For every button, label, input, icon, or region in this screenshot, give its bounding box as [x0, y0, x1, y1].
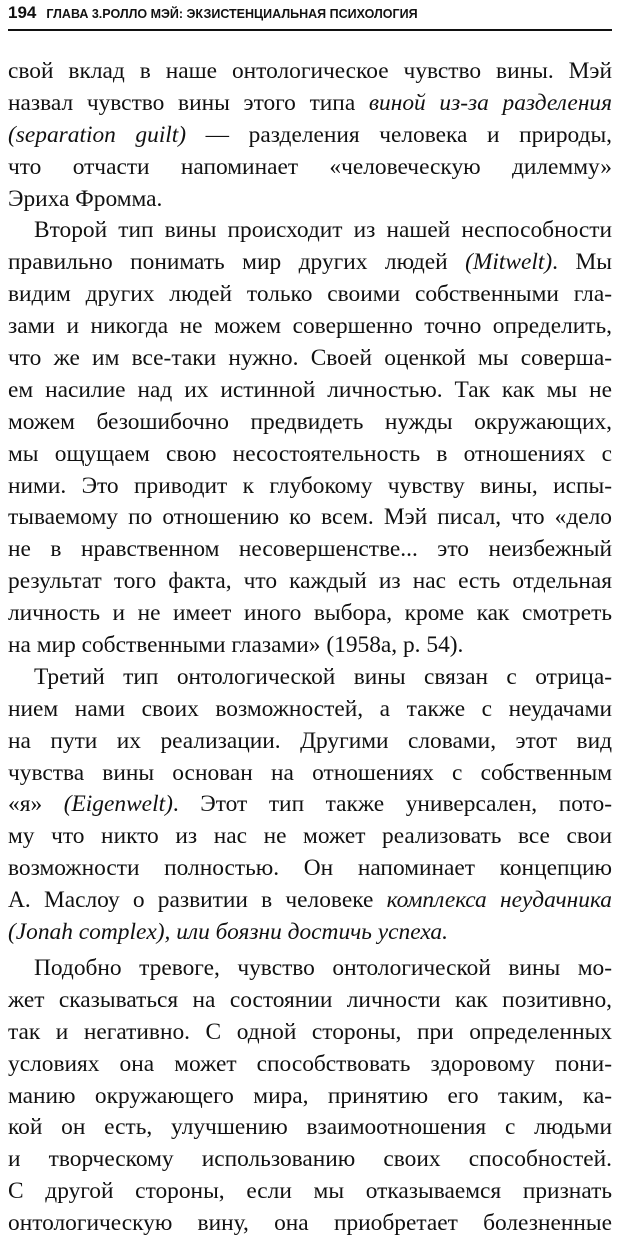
text-line: (separation guilt) — разделения человека и природы,: [8, 121, 613, 148]
paragraph: [8, 953, 612, 1240]
text-line: на мир собственными глазами» (1958а, р. 54).: [8, 632, 464, 659]
text-line: Эриха Фромма.: [8, 185, 163, 212]
text-line: назвал чувство вины этого типа виной из-за разделения: [8, 89, 612, 116]
paragraph: [8, 662, 612, 949]
text-line: чувства вины основан на отношениях с собственным: [8, 759, 612, 786]
text-line: (Jonah complex), или боязни достичь успеха.: [8, 919, 448, 946]
text-line: и творческому использованию своих способностей.: [8, 1146, 612, 1173]
header-rule: [8, 29, 612, 31]
text-line: ем насилие над их истинной личностью. Так как мы не: [8, 376, 612, 403]
text-line: что отчасти напоминает «человеческую дилемму»: [8, 153, 612, 180]
text-line: Подобно тревоге, чувство онтологической вины мо-: [34, 954, 612, 981]
text-line: так и негативно. С одной стороны, при определенных: [8, 1018, 612, 1045]
text-line: жет сказываться на состоянии личности как позитивно,: [8, 986, 612, 1013]
text-line: Третий тип онтологической вины связан с отрица-: [34, 663, 612, 690]
text-line: личность и не имеет иного выбора, кроме как смотреть: [8, 600, 612, 627]
running-header: [8, 3, 612, 29]
text-line: «я» (Eigenwelt). Этот тип также универсален, пото-: [8, 791, 612, 818]
text-line: видим других людей только своими собственными гла-: [8, 281, 612, 308]
running-title: ГЛАВА 3.РОЛЛО МЭЙ: ЭКЗИСТЕНЦИАЛЬНАЯ ПСИХОЛОГИЯ: [46, 7, 418, 21]
text-line: на пути их реализации. Другими словами, этот вид: [8, 727, 612, 754]
body-text: [8, 56, 612, 1240]
text-line: ними. Это приводит к глубокому чувству вины, испы-: [8, 472, 612, 499]
text-line: правильно понимать мир других людей (Mitwelt). Мы: [8, 249, 612, 276]
text-line: тываемому по отношению ко всем. Мэй писал, что «дело: [8, 504, 612, 531]
text-line: онтологическую вину, она приобретает болезненные: [8, 1210, 612, 1237]
text-line: С другой стороны, если мы отказываемся признать: [8, 1178, 612, 1205]
text-line: му что никто из нас не может реализовать все свои: [8, 823, 612, 850]
text-line: не в нравственном несовершенстве... это неизбежный: [8, 536, 612, 563]
text-line: зами и никогда не можем совершенно точно определить,: [8, 313, 612, 340]
text-line: манию окружающего мира, принятию его таким, ка-: [8, 1082, 612, 1109]
text-line: кой он есть, улучшению взаимоотношения с людьми: [8, 1114, 612, 1141]
text-line: возможности полностью. Он напоминает концепцию: [8, 855, 612, 882]
text-line: мы ощущаем свою несостоятельность в отношениях с: [8, 440, 612, 467]
page-number: 194: [8, 3, 37, 22]
text-line: нием нами своих возможностей, а также с неудачами: [8, 695, 612, 722]
text-line: результат того факта, что каждый из нас есть отдельная: [8, 568, 612, 595]
text-line: А. Маслоу о развитии в человеке комплекса неудачника: [8, 887, 612, 914]
paragraph: [8, 215, 612, 661]
paragraph: [8, 56, 612, 215]
text-line: свой вклад в наше онтологическое чувство вины. Мэй: [8, 58, 612, 84]
text-line: что же им все-таки нужно. Своей оценкой мы соверша-: [8, 345, 612, 372]
text-line: можем безошибочно предвидеть нужды окружающих,: [8, 408, 612, 435]
text-line: Второй тип вины происходит из нашей неспособности: [34, 217, 612, 244]
text-line: условиях она может способствовать здоровому пони-: [8, 1050, 612, 1077]
